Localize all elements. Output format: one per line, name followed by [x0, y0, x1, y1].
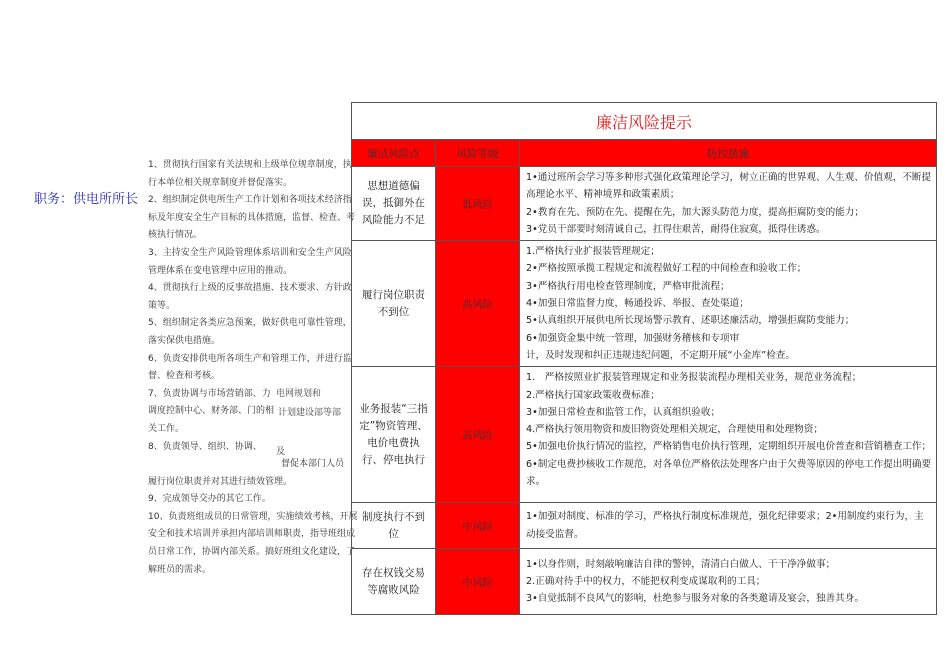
measures-cell: [520, 241, 937, 367]
table-row: [352, 367, 937, 503]
duty-item: 1、贯彻执行国家有关法规和上级单位规章制度，执行本单位相关规章制度并督促落实。: [148, 160, 352, 188]
measure-line: 3•严格执行用电检查管理制度，严格审批流程；: [526, 280, 730, 292]
risk-level: 高风险: [436, 367, 520, 503]
table-title: 廉洁风险提示: [352, 103, 937, 140]
duty-item: 6、负责安排供电所各项生产和管理工作，并进行监督、检查和考核。: [148, 353, 352, 382]
overlap-fragment: 计划建设部等部: [278, 408, 342, 418]
risk-level: 低风险: [436, 167, 520, 241]
measures-cell: [520, 549, 937, 615]
table-row: [352, 167, 937, 241]
column-header: 防控措施: [520, 140, 937, 167]
measure-line: 6•加强资金集中统一管理，加强财务稽核和专项审: [526, 332, 740, 344]
duty-item: 8、负责领导、组织、协调、: [148, 441, 262, 452]
measure-line: 5•加强电价执行情况的监控，严格销售电价执行管理，定期组织开展电价普查和营销稽查工作；: [526, 441, 932, 453]
duty-item: 3、主持安全生产风险管理体系培训和安全生产风险管理体系在变电管理中应用的推动。: [148, 247, 352, 276]
measure-line: 计，及时发现和纠正违规违纪问题，不定期开展“小金库”检查。: [526, 349, 795, 361]
measures-cell: [520, 367, 937, 503]
measure-line: 4•加强日常监督力度，畅通投诉、举报、查处渠道；: [526, 298, 749, 310]
duty-item: 2、组织制定供电所生产工作计划和各项技术经济指标及年度安全生产目标的具体措施，监督、检查、考核执行情况。: [148, 195, 356, 241]
risk-level: 中风险: [436, 549, 520, 615]
measures-cell: [520, 503, 937, 549]
risk-point: 履行岗位职责不到位: [352, 241, 436, 367]
overlap-fragment: 电网规划和: [276, 389, 322, 399]
column-header: 廉洁风险点: [352, 140, 436, 167]
measure-line: 1•通过班所会学习等多种形式强化政策理论学习，树立正确的世界观、人生观、价值观，不断提高理论水平、精神境界和政策素质；: [526, 172, 932, 201]
risk-table: [351, 102, 937, 615]
measure-line: 6•制定电费抄核收工作规范，对各单位严格依法处理客户由于欠费等原因的停电工作提出明确要求。: [526, 458, 932, 488]
position-label: 职务：供电所所长: [34, 192, 139, 207]
risk-level: 高风险: [436, 241, 520, 367]
duty-item: 履行岗位职责并对其进行绩效管理。: [148, 476, 293, 487]
duty-item: 督促本部门人员: [280, 459, 344, 470]
duty-item: 7、负责协调与市场营销部、力调度控制中心、财务部、门的相关工作。: [148, 388, 275, 434]
measure-line: 2•严格按照承揽工程规定和流程做好工程的中间检查和验收工作；: [526, 263, 807, 275]
measure-line: 3•党员干部要时刻清诚自己，扛得住艰苦，耐得住寂寞，抵得住诱惑。: [526, 223, 826, 235]
duty-item: 5、组织制定各类应急预案，做好供电可靠性管理，落实保供电措施。: [148, 318, 352, 346]
risk-level: 中风险: [436, 503, 520, 549]
measure-line: 5•认真组织开展供电所长现场警示教育、述职述廉活动，增强拒腐防变能力；: [526, 315, 855, 327]
duty-item: 4、贯彻执行上级的反事故措施、技术要求、方针政策等。: [148, 283, 352, 311]
overlap-fragment: 及: [276, 447, 286, 457]
risk-point: 业务报装“三指定”物资管理、电价电费执行、停电执行: [352, 367, 436, 503]
measure-line: 1•加强对制度、标准的学习，严格执行制度标准规范，强化纪律要求；2•用制度约束行为，主动接受监督。: [526, 511, 924, 540]
measure-line: 1. 严格按照业扩报装管理规定和业务报装流程办理相关业务，规范业务流程；: [526, 372, 862, 384]
table-row: [352, 549, 937, 615]
measure-line: 1.严格执行业扩报装管理规定；: [526, 246, 660, 258]
column-header: 风险等级: [436, 140, 520, 167]
measure-line: 3•自觉抵制不良风气的影响，杜绝参与服务对象的各类邀请及宴会，独善其身。: [526, 593, 864, 605]
measure-line: 3•加强日常检查和监管工作，认真组织验收；: [526, 406, 721, 418]
table-header-row: [352, 140, 937, 167]
duty-item: 10、负责班组成员的日常管理，实施绩效考核，开展安全和技术培训并承担内部培训师职责，指导班组成员日常工作，协调内部关系。搞好班组文化建设，了解班员的需求。: [148, 511, 358, 575]
measure-line: 4.严格执行领用物资和废旧物资处理相关规定，合理使用和处理物资；: [526, 424, 823, 436]
table-row: [352, 241, 937, 367]
measure-line: 2•教育在先、预防在先、提醒在先，加大源头防范力度，提高拒腐防变的能力；: [526, 206, 864, 218]
duty-item: 9、完成领导交办的其它工作。: [148, 494, 271, 505]
measure-line: 2.严格执行国家政策收费标准；: [526, 389, 660, 401]
risk-point: 存在权钱交易等腐败风险: [352, 549, 436, 615]
measures-cell: [520, 167, 937, 241]
measure-line: 2.正确对待手中的权力，不能把权利变成谋取利的工具；: [526, 576, 766, 588]
measure-line: 1•以身作则，时刻敲响廉洁自律的警钟，清清白白做人、干干净净做事；: [526, 558, 836, 570]
risk-point: 制度执行不到位: [352, 503, 436, 549]
duties-list: [148, 157, 358, 579]
table-row: [352, 503, 937, 549]
risk-point: 思想道德偏误，抵御外在风险能力不足: [352, 167, 436, 241]
